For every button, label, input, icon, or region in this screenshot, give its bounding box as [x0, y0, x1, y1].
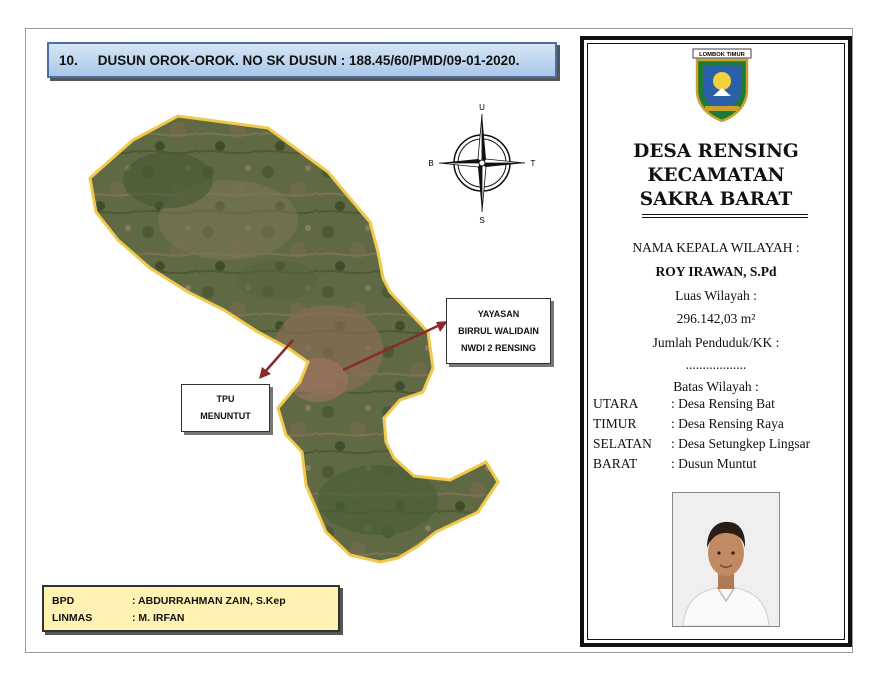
- compass-west-label: B: [428, 159, 434, 168]
- yayasan-line-3: NWDI 2 RENSING: [460, 342, 536, 353]
- batas-value: : Dusun Muntut: [671, 456, 757, 471]
- emblem-icon: [691, 48, 753, 122]
- compass-north-label: U: [479, 103, 485, 112]
- tpu-line-1: TPU: [216, 394, 235, 404]
- officials-box: [42, 585, 340, 632]
- info-panel-inner: [587, 43, 845, 640]
- kepala-label: NAMA KEPALA WILAYAH :: [632, 240, 800, 255]
- official-row: [52, 610, 338, 627]
- batas-direction: SELATAN: [593, 436, 652, 451]
- compass-icon: [439, 114, 525, 212]
- kepala-name: ROY IRAWAN, S.Pd: [655, 264, 777, 279]
- batas-direction: UTARA: [593, 396, 639, 411]
- map-label-yayasan: [446, 298, 551, 364]
- batas-value: : Desa Rensing Raya: [671, 416, 784, 431]
- info-panel: [580, 36, 852, 647]
- official-role: BPD: [52, 595, 75, 607]
- title-banner: [47, 42, 557, 78]
- desa-title: [588, 140, 844, 212]
- desa-title-line: KECAMATAN: [647, 165, 785, 186]
- dusun-title: DUSUN OROK-OROK. NO SK DUSUN : 188.45/60/PMD/09-01-2020.: [97, 52, 520, 68]
- batas-list: [593, 394, 810, 474]
- official-name: : M. IRFAN: [132, 612, 185, 624]
- desa-title-line: DESA RENSING: [633, 141, 799, 162]
- batas-value: : Desa Setungkep Lingsar: [671, 436, 811, 451]
- compass-south-label: S: [479, 216, 485, 225]
- official-role: LINMAS: [52, 612, 93, 624]
- arrow-to-tpu: [264, 340, 293, 373]
- tpu-line-2: MENUNTUT: [200, 411, 251, 421]
- luas-value: 296.142,03 m²: [676, 311, 756, 326]
- luas-label: Luas Wilayah :: [675, 288, 757, 303]
- dusun-number: 10.: [59, 52, 78, 68]
- batas-label: Batas Wilayah :: [673, 379, 759, 394]
- batas-row: [593, 434, 810, 454]
- emblem-banner-text: LOMBOK TIMUR: [699, 52, 745, 58]
- desa-title-line: SAKRA BARAT: [639, 189, 793, 210]
- official-name: : ABDURRAHMAN ZAIN, S.Kep: [132, 595, 286, 607]
- official-row: [52, 593, 338, 610]
- yayasan-line-1: YAYASAN: [477, 308, 520, 319]
- batas-direction: TIMUR: [593, 416, 637, 431]
- kepala-photo: [672, 492, 780, 627]
- penduduk-value: ..................: [685, 357, 747, 372]
- yayasan-line-2: BIRRUL WALIDAIN: [458, 325, 539, 336]
- batas-row: [593, 414, 810, 434]
- map-label-tpu: [181, 384, 270, 432]
- title-divider: [642, 214, 808, 218]
- batas-row: [593, 394, 810, 414]
- batas-direction: BARAT: [593, 456, 638, 471]
- penduduk-label: Jumlah Penduduk/KK :: [652, 335, 780, 350]
- batas-value: : Desa Rensing Bat: [671, 396, 775, 411]
- batas-row: [593, 454, 810, 474]
- compass-east-label: T: [530, 159, 536, 168]
- lombok-timur-emblem: [691, 48, 753, 122]
- compass-rose: [423, 100, 541, 225]
- person-portrait-icon: [673, 493, 779, 626]
